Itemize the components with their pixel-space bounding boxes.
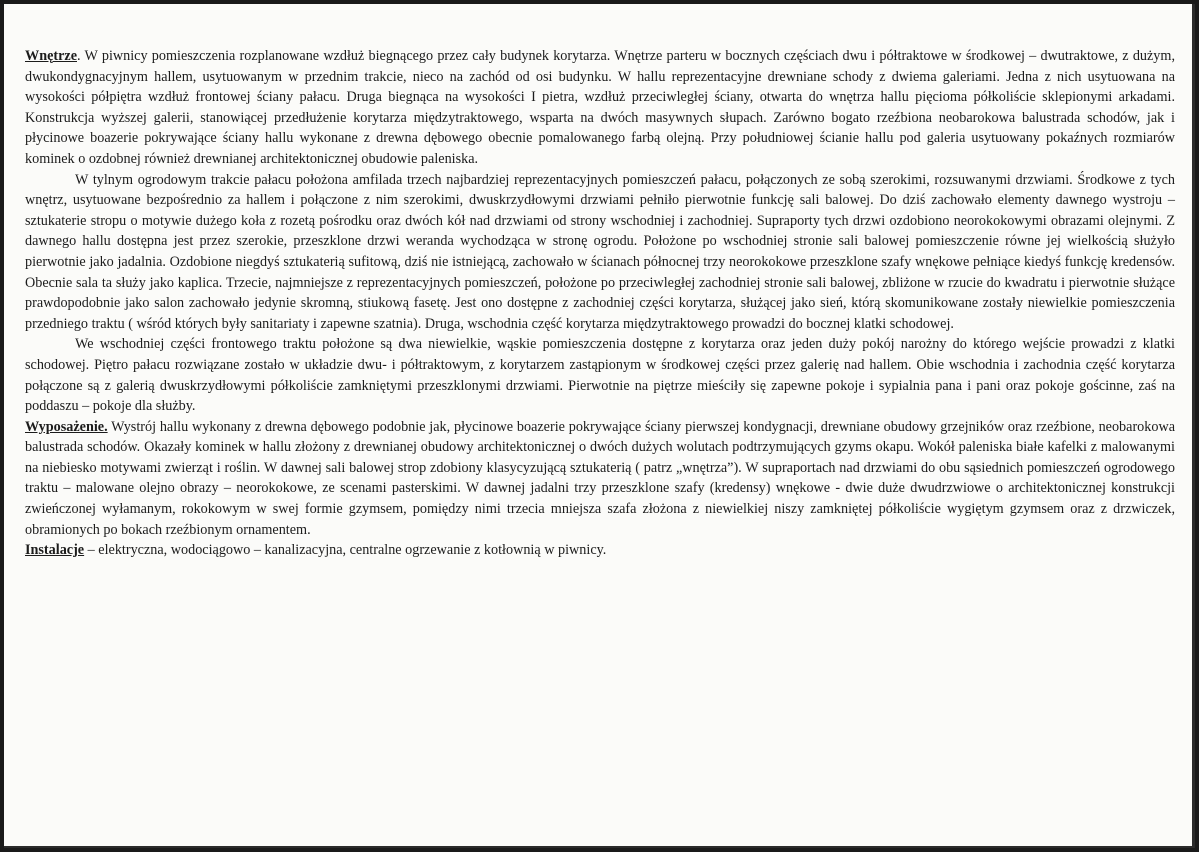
paragraph-instalacje (25, 540, 1175, 561)
paragraph-text: – elektryczna, wodociągowo – kanalizacyjna, centralne ogrzewanie z kotłownią w piwnicy. (84, 542, 607, 559)
section-heading-wnetrze: Wnętrze (25, 48, 77, 64)
paragraph-text: . W piwnicy pomieszczenia rozplanowane wzdłuż biegnącego przez cały budynek korytarza. Wnętrze parteru w bocznych częściach dwu i półtraktowe w środkowej – dwutraktowe, z dużym, dwukondygnacyjnym hallem, usytuowanym w przednim trakcie, nieco na zachód od osi budynku. W hallu reprezentacyjne drewniane schody z dwiema galeriami. Jedna z nich usytuowana na wysokości półpiętra wzdłuż frontowej ściany pałacu. Druga biegnąca na wysokości I pietra, wzdłuż przeciwległej ściany, otwarta do wnętrza hallu pięcioma półkoliście sklepionymi arkadami. Konstrukcja wyższej galerii, stanowiącej przedłużenie korytarza międzytraktowego, wsparta na dwóch masywnych słupach. Zarówno bogato rzeźbiona neobarokowa balustrada schodów, jak i płycinowe boazerie pokrywające ściany hallu wykonane z drewna dębowego obecnie pomalowanego farbą olejną. Przy południowej ścianie hallu pod galeria usytuowany pokaźnych rozmiarów kominek o ozdobnej również drewnianej architektonicznej obudowie paleniska. (25, 48, 1175, 167)
section-heading-instalacje: Instalacje (25, 542, 85, 559)
paragraph-wnetrze-amfilada: W tylnym ogrodowym trakcie pałacu położona amfilada trzech najbardziej reprezentacyjnych pomieszczeń pałacu, połączonych ze sobą szerokimi, rozsuwanymi drzwiami. Środkowe z tych wnętrz, usytuowane bezpośrednio za hallem i połączone z nim szerokimi, dwuskrzydłowymi drzwiami pełniło pierwotnie funkcję sali balowej. Do dziś zachowało elementy dawnego wystroju – sztukaterie stropu o motywie dużego koła z rozetą pośrodku oraz dwóch kół nad drzwiami od strony wschodniej i zachodniej. Supraporty tych drzwi ozdobiono neorokokowymi obrazami olejnymi. Z dawnego hallu dostępna jest przez szerokie, przeszklone drzwi weranda wychodząca w stronę ogrodu. Położone po wschodniej stronie sali balowej pomieszczenie równe jej wielkością służyło pierwotnie jako jadalnia. Ozdobione niegdyś sztukaterią sufitową, dziś nie istniejącą, zachowało w ścianach północnej trzy neorokokowe przeszklone szafy wnękowe pełniące kiedyś funkcję kredensów. Obecnie sala ta służy jako kaplica. Trzecie, najmniejsze z reprezentacyjnych pomieszczeń, położone po przeciwległej zachodniej stronie sali balowej, zbliżone w rzucie do kwadratu i pierwotnie służące prawdopodobnie jako salon zachowało jedynie skromną, stiukową fasetę. Jest ono dostępne z zachodniej części korytarza, służącej jako sień, którą skomunikowane zostały niewielkie pomieszczenia przedniego traktu ( wśród których były sanitariaty i zapewne szatnia). Druga, wschodnia część korytarza międzytraktowego prowadzi do bocznej klatki schodowej. (25, 171, 1175, 332)
paragraph-wyposazenie (25, 417, 1175, 541)
section-heading-wyposazenie: Wyposażenie. (25, 418, 108, 435)
paragraph-wnetrze-intro (25, 46, 1175, 170)
document-body (25, 46, 1175, 561)
paragraph-wnetrze-east: We wschodniej części frontowego traktu położone są dwa niewielkie, wąskie pomieszczenia dostępne z korytarza oraz jeden duży pokój narożny do którego wejście prowadzi z klatki schodowej. Piętro pałacu rozwiązane zostało w układzie dwu- i półtraktowym, z korytarzem zastąpionym w środkowej części przez galerię nad hallem. Obie wschodnia i zachodnia część korytarza połączone są z galerią dwuskrzydłowymi półkoliście zamkniętymi przeszklonymi drzwiami. Pierwotnie na piętrze mieściły się zapewne pokoje i sypialnia pana i pani oraz pokoje gościnne, zaś na poddaszu – pokoje dla służby. (25, 336, 1175, 415)
document-page (4, 4, 1195, 848)
paragraph-text: Wystrój hallu wykonany z drewna dębowego podobnie jak, płycinowe boazerie pokrywające ściany pierwszej kondygnacji, drewniane obudowy grzejników oraz rzeźbione, neobarokowa balustrada schodów. Okazały kominek w hallu złożony z drewnianej obudowy architektonicznej o dwóch dużych wolutach podtrzymujących gzyms okapu. Wokół paleniska białe kafelki z malowanymi na niebiesko motywami zwierząt i roślin. W dawnej sali balowej strop zdobiony klasycyzującą sztukaterią ( patrz „wnętrza”). W supraportach nad drzwiami do obu sąsiednich pomieszczeń ogrodowego traktu – malowane olejno obrazy – neorokokowe, ze scenami pasterskimi. W dawnej jadalni trzy przeszklone szafy (kredensy) wnękowe - dwie duże dwudrzwiowe o architektonicznej konstrukcji zwieńczonej wyłamanym, rokokowym w swej formie gzymsem, pomiędzy nimi trzecia mniejsza szafa złożona z niewielkiej niszy zamkniętej półkoliście wygiętym gzymsem oraz z drzwiczek, obramionych po bokach rzeźbionym ornamentem. (25, 418, 1175, 538)
